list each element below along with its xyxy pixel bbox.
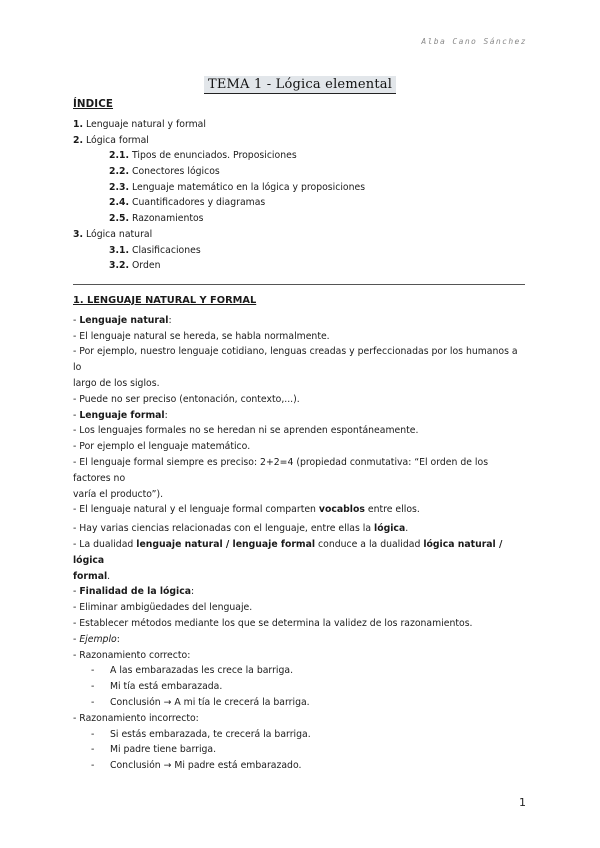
term-bold: vocablos bbox=[318, 504, 365, 516]
paragraph-line: varía el producto”). bbox=[73, 488, 164, 500]
paragraph-line: - El lenguaje natural se hereda, se habla normalmente. bbox=[73, 330, 330, 342]
list-item bbox=[73, 758, 525, 774]
section-title: 1. LENGUAJE NATURAL Y FORMAL bbox=[73, 294, 257, 306]
toc-item[interactable] bbox=[73, 133, 525, 149]
toc-num: 3.1. bbox=[109, 244, 130, 256]
paragraph-line bbox=[73, 502, 525, 518]
term-italic: Ejemplo bbox=[79, 633, 117, 645]
toc-label: Lenguaje matemático en la lógica y proposiciones bbox=[131, 181, 366, 193]
text: entre ellos. bbox=[364, 504, 420, 516]
paragraph-line bbox=[73, 521, 525, 537]
list-text: Conclusión → A mi tía le crecerá la barriga. bbox=[110, 697, 310, 708]
paragraph-line: - Eliminar ambigüedades del lenguaje. bbox=[73, 602, 253, 614]
paragraph-line bbox=[73, 632, 525, 648]
paragraph-line bbox=[73, 313, 525, 329]
toc-num: 3.2. bbox=[109, 260, 130, 272]
toc-label: Razonamientos bbox=[131, 213, 204, 225]
toc-item[interactable] bbox=[73, 164, 525, 180]
term-bold: Lenguaje natural bbox=[79, 314, 169, 326]
toc-item[interactable] bbox=[73, 148, 525, 164]
paragraph-line: - El lenguaje formal siempre es preciso: 2+2=4 (propiedad conmutativa: “El orden de los factores no bbox=[73, 457, 489, 484]
toc-label: Clasificaciones bbox=[131, 244, 201, 256]
text: - La dualidad bbox=[73, 539, 137, 551]
toc-item[interactable] bbox=[73, 180, 525, 196]
toc-num: 2.3. bbox=[109, 181, 130, 193]
paragraph-line: - Razonamiento incorrecto: bbox=[73, 712, 199, 724]
dash-bullet: - bbox=[91, 697, 95, 708]
toc-label: Lógica formal bbox=[85, 134, 149, 146]
paragraph-line: - Razonamiento correcto: bbox=[73, 649, 191, 661]
list-text: Mi tía está embarazada. bbox=[110, 681, 223, 693]
list-item bbox=[73, 663, 525, 679]
text: - bbox=[73, 586, 80, 598]
list-item bbox=[73, 742, 525, 758]
toc-item[interactable] bbox=[73, 195, 525, 211]
paragraph-line: - Establecer métodos mediante los que se determina la validez de los razonamientos. bbox=[73, 618, 473, 630]
toc-num: 3. bbox=[73, 228, 84, 240]
dash-bullet: - bbox=[91, 760, 95, 772]
text: : bbox=[164, 409, 168, 421]
list-text: Si estás embarazada, te crecerá la barriga. bbox=[110, 728, 311, 740]
author-name: Alba Cano Sánchez bbox=[421, 37, 527, 46]
text: conduce a la dualidad bbox=[315, 539, 424, 551]
text: - bbox=[73, 314, 80, 326]
page-number: 1 bbox=[519, 796, 526, 809]
text: - bbox=[73, 409, 80, 421]
dash-bullet: - bbox=[91, 728, 95, 740]
toc-num: 2.1. bbox=[109, 150, 130, 162]
table-of-contents bbox=[73, 117, 525, 274]
term-bold: Lenguaje formal bbox=[79, 409, 165, 421]
term-bold: Finalidad de la lógica bbox=[79, 586, 192, 598]
list-text: A las embarazadas les crece la barriga. bbox=[110, 665, 294, 677]
text: - bbox=[73, 633, 80, 645]
toc-item[interactable] bbox=[73, 211, 525, 227]
dash-bullet: - bbox=[91, 665, 95, 677]
toc-label: Tipos de enunciados. Proposiciones bbox=[131, 150, 297, 162]
toc-num: 2. bbox=[73, 134, 84, 146]
toc-item[interactable] bbox=[73, 227, 525, 243]
paragraph-line bbox=[73, 569, 525, 585]
page-title: TEMA 1 - Lógica elemental bbox=[204, 76, 396, 94]
toc-num: 2.5. bbox=[109, 213, 130, 225]
term-bold: lenguaje natural / lenguaje formal bbox=[136, 539, 316, 551]
toc-label: Lógica natural bbox=[85, 228, 153, 240]
text: . bbox=[107, 570, 111, 582]
toc-item[interactable] bbox=[73, 117, 525, 133]
paragraph-line: - Los lenguajes formales no se heredan ni se aprenden espontáneamente. bbox=[73, 425, 419, 437]
list-item bbox=[73, 679, 525, 695]
term-bold: lógica natural / lógica bbox=[73, 539, 503, 566]
list-item bbox=[73, 727, 525, 743]
paragraph-line: - Puede no ser preciso (entonación, contexto,...). bbox=[73, 393, 300, 405]
term-bold: formal bbox=[73, 570, 108, 582]
text: . bbox=[405, 523, 409, 535]
document-body bbox=[73, 96, 525, 774]
dash-bullet: - bbox=[91, 744, 95, 756]
toc-label: Orden bbox=[131, 260, 161, 272]
toc-label: Lenguaje natural y formal bbox=[85, 119, 206, 130]
list-text: Mi padre tiene barriga. bbox=[110, 744, 217, 756]
toc-item[interactable] bbox=[73, 243, 525, 259]
text: - El lenguaje natural y el lenguaje formal comparten bbox=[73, 504, 319, 516]
toc-num: 1. bbox=[73, 119, 84, 130]
index-heading: ÍNDICE bbox=[73, 98, 114, 110]
term-bold: lógica bbox=[374, 523, 406, 535]
dash-bullet: - bbox=[91, 681, 95, 693]
toc-label: Conectores lógicos bbox=[131, 166, 220, 178]
text: : bbox=[116, 633, 120, 645]
toc-num: 2.4. bbox=[109, 197, 130, 209]
paragraph-line: largo de los siglos. bbox=[73, 378, 160, 390]
toc-num: 2.2. bbox=[109, 166, 130, 178]
toc-label: Cuantificadores y diagramas bbox=[131, 197, 266, 209]
paragraph-line bbox=[73, 537, 525, 569]
text: : bbox=[168, 314, 172, 326]
section-divider bbox=[73, 284, 525, 285]
list-text: Conclusión → Mi padre está embarazado. bbox=[110, 760, 302, 772]
list-item bbox=[73, 695, 525, 711]
paragraph-line bbox=[73, 408, 525, 424]
toc-item[interactable] bbox=[73, 258, 525, 274]
title-wrap bbox=[0, 73, 600, 94]
text: : bbox=[191, 586, 195, 598]
paragraph-line: - Por ejemplo el lenguaje matemático. bbox=[73, 441, 251, 453]
text: - Hay varias ciencias relacionadas con el lenguaje, entre ellas la bbox=[73, 523, 375, 535]
paragraph-line bbox=[73, 584, 525, 600]
paragraph-line: - Por ejemplo, nuestro lenguaje cotidiano, lenguas creadas y perfeccionadas por los humanos a lo bbox=[73, 346, 518, 374]
